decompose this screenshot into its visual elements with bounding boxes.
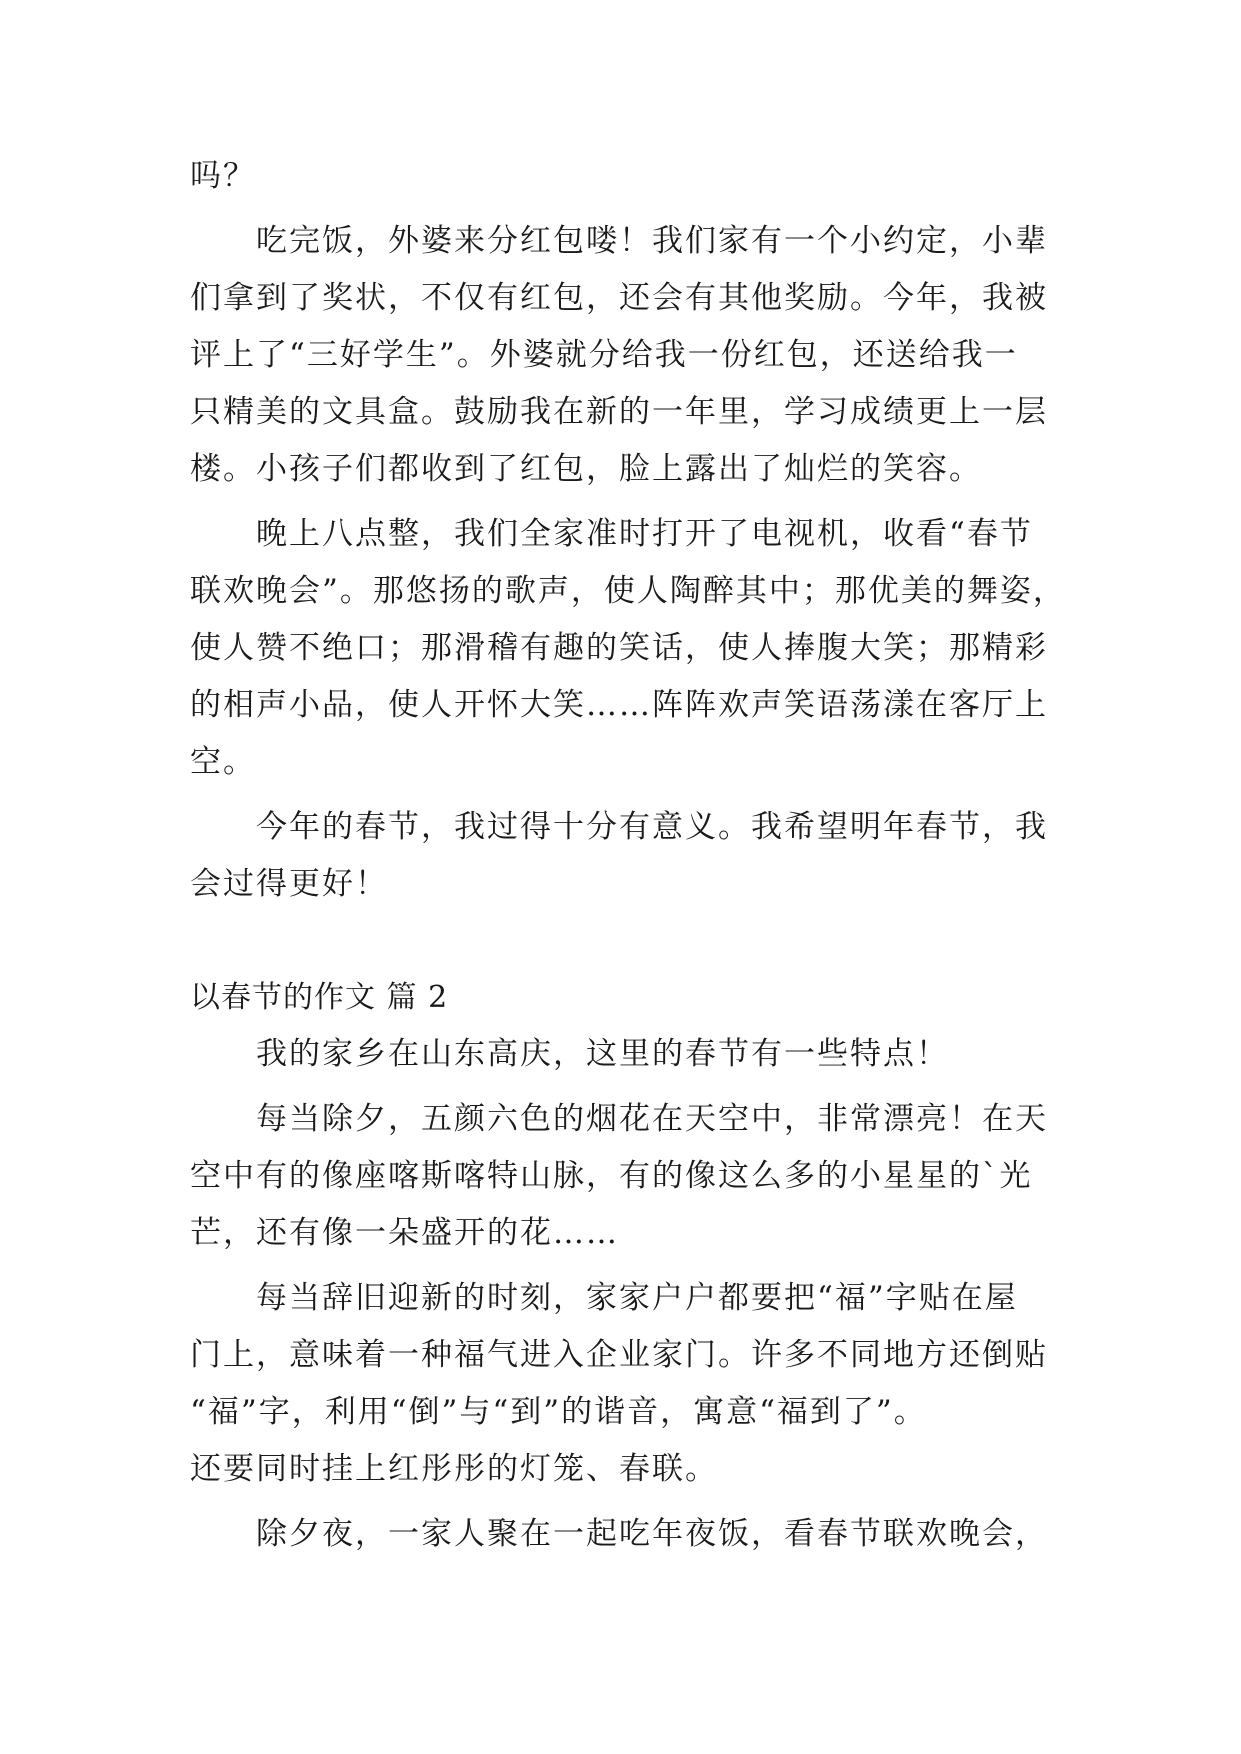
text-line: 吃完饭，外婆来分红包喽！我们家有一个小约定，小辈 — [256, 223, 1048, 259]
text-line: 联欢晚会”。那悠扬的歌声，使人陶醉其中；那优美的舞姿， — [190, 573, 1066, 609]
paragraph-8 — [190, 1506, 1060, 1563]
text-line: 空。 — [190, 744, 256, 780]
text-line: 我的家乡在山东高庆，这里的春节有一些特点！ — [256, 1036, 949, 1072]
text-line: 每当辞旧迎新的时刻，家家户户都要把“福”字贴在屋 — [256, 1280, 1018, 1316]
text-line: 使人赞不绝口；那滑稽有趣的笑话，使人捧腹大笑；那精彩 — [190, 630, 1048, 666]
paragraph-4 — [190, 799, 1060, 913]
text-line: 今年的春节，我过得十分有意义。我希望明年春节，我 — [256, 809, 1048, 845]
text-line: 晚上八点整，我们全家准时打开了电视机，收看“春节 — [256, 516, 1033, 552]
section-heading: 以春节的作文 篇 2 — [190, 980, 449, 1015]
paragraph-3 — [190, 506, 1066, 791]
text-line: 楼。小孩子们都收到了红包，脸上露出了灿烂的笑容。 — [190, 451, 982, 487]
text-line: 门上，意味着一种福气进入企业家门。许多不同地方还倒贴 — [190, 1337, 1048, 1373]
paragraph-5 — [190, 1026, 1060, 1083]
paragraph-1 — [190, 148, 1060, 205]
text-line: 的相声小品，使人开怀大笑……阵阵欢声笑语荡漾在客厅上 — [190, 687, 1048, 723]
text-line: 除夕夜，一家人聚在一起吃年夜饭，看春节联欢晚会， — [256, 1516, 1048, 1552]
text-line: 空中有的像座喀斯喀特山脉，有的像这么多的小星星的`光 — [190, 1158, 1033, 1194]
paragraph-6 — [190, 1091, 1060, 1262]
paragraph-7 — [190, 1270, 1060, 1498]
text-line: 评上了“三好学生”。外婆就分给我一份红包，还送给我一 — [190, 337, 1018, 373]
paragraph-2 — [190, 213, 1060, 498]
text-line: “福”字，利用“倒”与“到”的谐音，寓意“福到了”。 — [190, 1394, 927, 1430]
text-line: 芒，还有像一朵盛开的花…… — [190, 1215, 619, 1251]
text-line: 们拿到了奖状，不仅有红包，还会有其他奖励。今年，我被 — [190, 280, 1048, 316]
text-line: 吗？ — [190, 158, 256, 194]
text-line: 每当除夕，五颜六色的烟花在天空中，非常漂亮！在天 — [256, 1101, 1048, 1137]
text-line: 还要同时挂上红彤彤的灯笼、春联。 — [190, 1451, 718, 1487]
document-page — [190, 148, 1066, 1563]
text-line: 只精美的文具盒。鼓励我在新的一年里，学习成绩更上一层 — [190, 394, 1048, 430]
text-line: 会过得更好！ — [190, 866, 388, 902]
